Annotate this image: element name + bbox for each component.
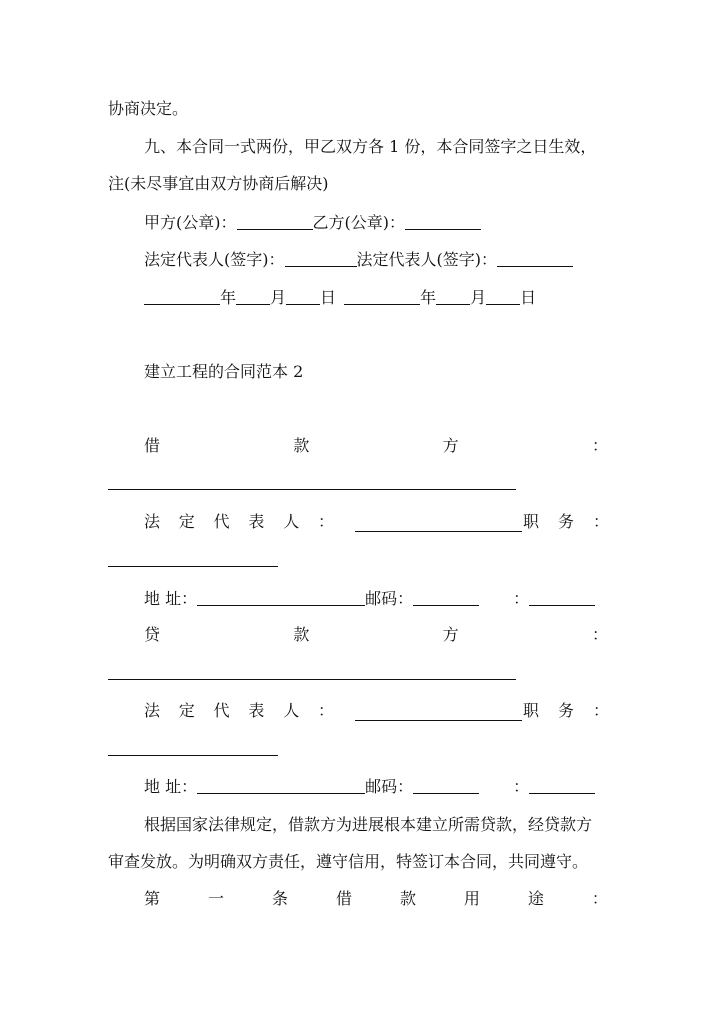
- zip-blank[interactable]: [413, 589, 479, 606]
- char: 贷: [144, 625, 161, 644]
- address-blank[interactable]: [197, 777, 365, 794]
- extra-blank[interactable]: [529, 589, 595, 606]
- char: 款: [399, 889, 416, 908]
- year-blank[interactable]: [144, 288, 220, 305]
- lender-duty-blank[interactable]: [108, 755, 278, 756]
- char: 用: [463, 889, 480, 908]
- char: 款: [293, 436, 310, 455]
- char: 借: [144, 436, 161, 455]
- borrower-duty-blank[interactable]: [108, 566, 278, 567]
- char: ：: [592, 512, 609, 531]
- borrower-name-blank[interactable]: [108, 489, 516, 490]
- char: 表: [248, 701, 265, 720]
- clause-nine: 九、本合同一式两份，甲乙双方各 1 份，本合同签字之日生效，: [144, 137, 597, 156]
- extra-blank[interactable]: [529, 777, 595, 794]
- party-b-rep-blank[interactable]: [497, 250, 573, 267]
- day-blank[interactable]: [486, 288, 520, 305]
- char: ：: [591, 889, 608, 908]
- day-label: 日: [520, 288, 537, 307]
- char: ：: [591, 625, 608, 644]
- zip-label: 邮码：: [365, 589, 414, 608]
- borrower-address-line: [144, 588, 595, 610]
- char: 务: [557, 701, 574, 720]
- section-title: 建立工程的合同范本 2: [144, 362, 304, 381]
- char: 借: [335, 889, 352, 908]
- address-label: 地 址：: [144, 777, 198, 796]
- char: ：: [317, 701, 334, 720]
- party-b-seal-blank[interactable]: [405, 213, 481, 230]
- party-seal-line: [144, 212, 481, 234]
- char: 法: [144, 512, 161, 531]
- char: 方: [442, 436, 459, 455]
- party-a-rep-blank[interactable]: [285, 250, 357, 267]
- char: ：: [592, 701, 609, 720]
- colon: ：: [513, 589, 530, 608]
- colon: ：: [513, 777, 530, 796]
- date-line: [144, 287, 536, 309]
- char: ：: [591, 436, 608, 455]
- month-blank[interactable]: [236, 288, 270, 305]
- char: 定: [178, 512, 195, 531]
- clause-note: 注(未尽事宜由双方协商后解决): [108, 174, 329, 193]
- month-label: 月: [470, 288, 487, 307]
- body-paragraph-line: 根据国家法律规定，借款方为进展根本建立所需贷款，经贷款方: [144, 815, 593, 834]
- char: 条: [271, 889, 288, 908]
- year-label: 年: [220, 288, 237, 307]
- lender-rep-label: [144, 700, 334, 722]
- char: 代: [213, 701, 230, 720]
- party-b-rep-label: 法定代表人(签字)：: [356, 250, 497, 269]
- representative-line: [144, 249, 573, 271]
- party-b-seal-label: 乙方(公章)：: [312, 213, 405, 232]
- char: 人: [283, 701, 300, 720]
- address-blank[interactable]: [197, 589, 365, 606]
- body-paragraph-line: 审查发放。为明确双方责任，遵守信用，特签订本合同，共同遵守。: [108, 852, 589, 871]
- borrower-label: [144, 435, 608, 457]
- char: 方: [442, 625, 459, 644]
- char: 途: [527, 889, 544, 908]
- zip-label: 邮码：: [365, 777, 414, 796]
- char: 定: [178, 701, 195, 720]
- char: ：: [317, 512, 334, 531]
- zip-blank[interactable]: [413, 777, 479, 794]
- year-blank[interactable]: [344, 288, 420, 305]
- borrower-rep-blank[interactable]: [355, 531, 522, 532]
- lender-address-line: [144, 776, 595, 798]
- lender-label: [144, 624, 608, 646]
- char: 务: [557, 512, 574, 531]
- month-blank[interactable]: [436, 288, 470, 305]
- char: 职: [523, 512, 540, 531]
- char: 人: [283, 512, 300, 531]
- char: 款: [293, 625, 310, 644]
- day-blank[interactable]: [286, 288, 320, 305]
- text-line: 协商决定。: [108, 99, 189, 118]
- char: 一: [207, 889, 224, 908]
- article-one-heading: [144, 888, 608, 910]
- address-label: 地 址：: [144, 589, 198, 608]
- char: 表: [248, 512, 265, 531]
- party-a-seal-blank[interactable]: [237, 213, 313, 230]
- borrower-duty-label: [523, 511, 609, 533]
- day-label: 日: [320, 288, 337, 307]
- party-a-seal-label: 甲方(公章)：: [144, 213, 237, 232]
- char: 第: [144, 889, 161, 908]
- year-label: 年: [420, 288, 437, 307]
- party-a-rep-label: 法定代表人(签字)：: [144, 250, 285, 269]
- lender-duty-label: [523, 700, 609, 722]
- char: 职: [523, 701, 540, 720]
- borrower-rep-label: [144, 511, 334, 533]
- char: 代: [213, 512, 230, 531]
- char: 法: [144, 701, 161, 720]
- month-label: 月: [270, 288, 287, 307]
- lender-rep-blank[interactable]: [355, 720, 522, 721]
- lender-name-blank[interactable]: [108, 679, 516, 680]
